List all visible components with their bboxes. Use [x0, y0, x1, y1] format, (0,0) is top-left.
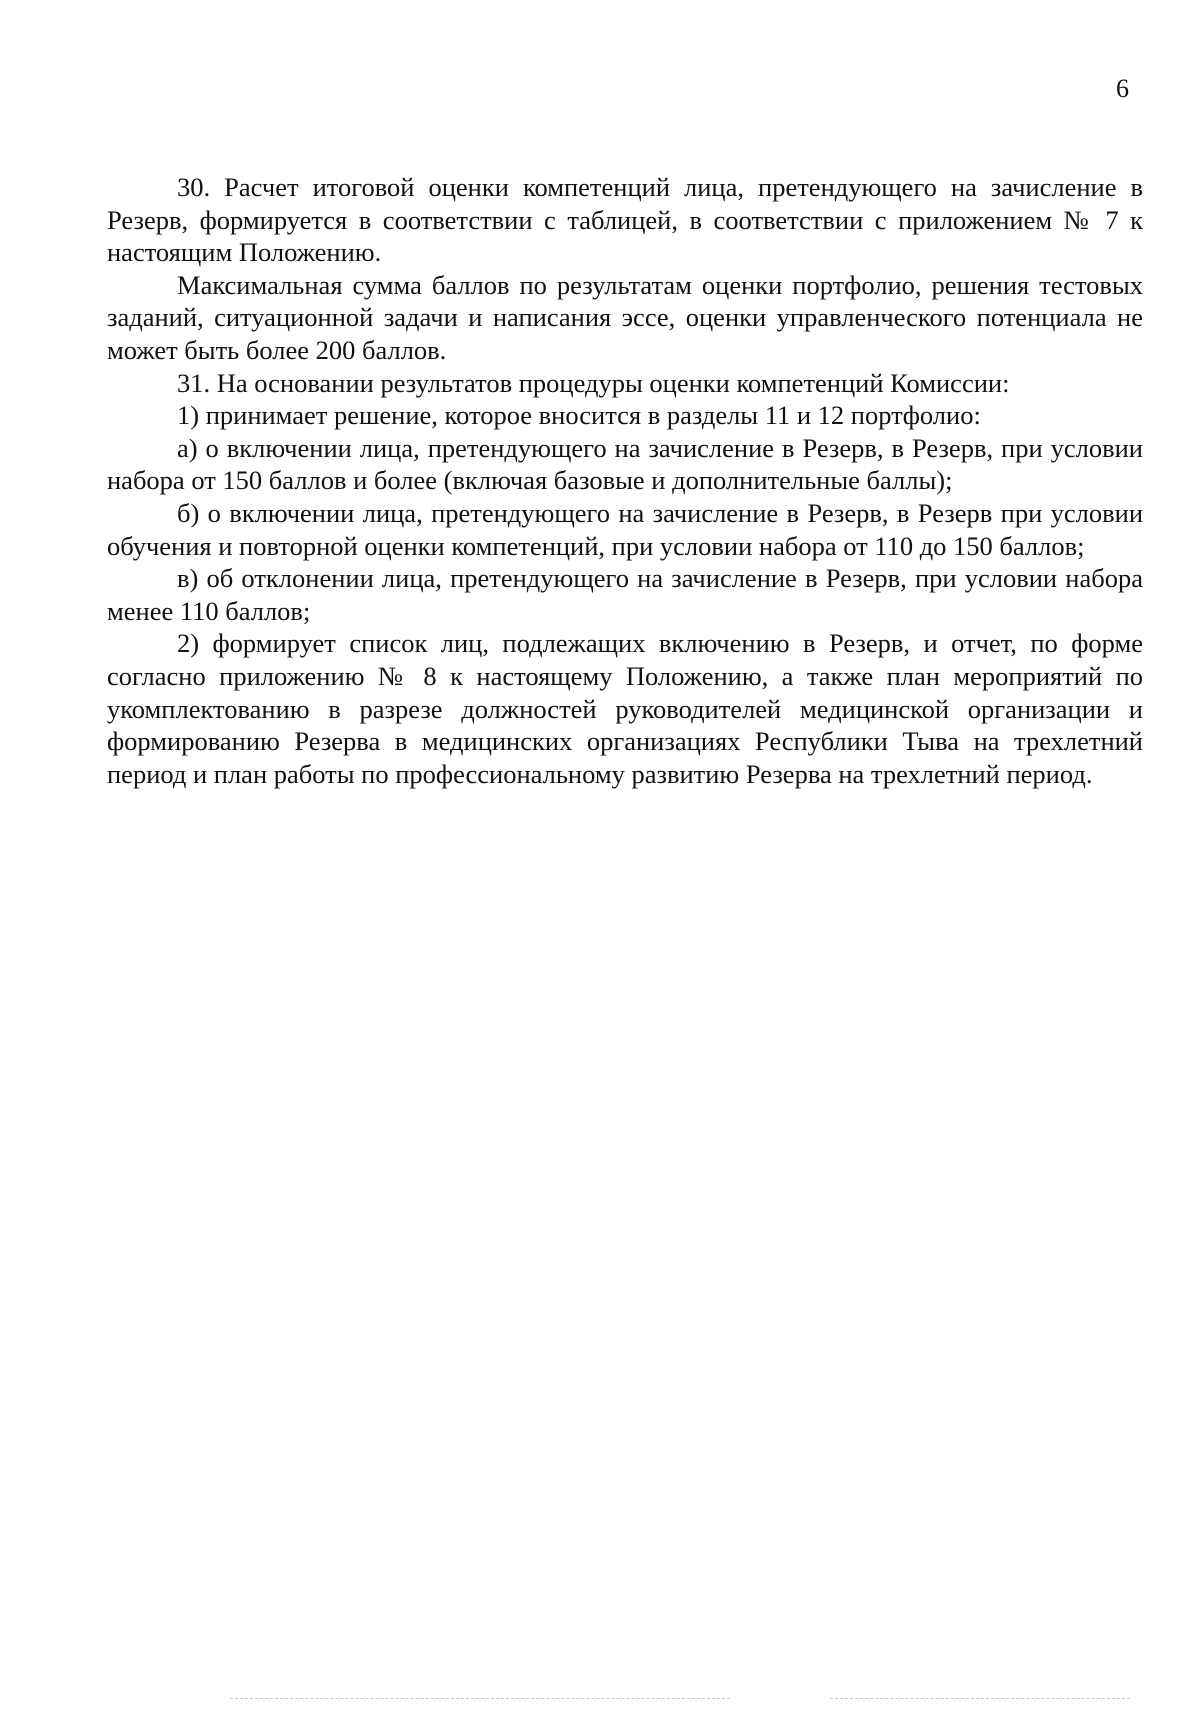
paragraph-31-item-2: 2) формирует список лиц, подлежащих включению в Резерв, и отчет, по форме согласно приложению № 8 к настоящему Положению, а также план мероприятий по укомплектованию в разрезе должностей руководителей медицинской организации и формированию Резерва в медицинских организациях Республики Тыва на трехлетний период и план работы по профессиональному развитию Резерва на трехлетний период. — [107, 628, 1143, 789]
paragraph-31-item-1b: б) о включении лица, претендующего на зачисление в Резерв, в Резерв при условии обучения и повторной оценки компетенций, при условии набора от 110 до 150 баллов; — [107, 497, 1143, 561]
paragraph-30: 30. Расчет итоговой оценки компетенций лица, претендующего на зачисление в Резерв, формируется в соответствии с таблицей, в соответствии с приложением № 7 к настоящим Положению. — [107, 172, 1143, 268]
paragraph-31: 31. На основании результатов процедуры оценки компетенций Комиссии: — [177, 367, 1010, 398]
paragraph-31-item-1a: а) о включении лица, претендующего на зачисление в Резерв, в Резерв, при условии набора от 150 баллов и более (включая базовые и дополнительные баллы); — [107, 432, 1143, 496]
document-body — [107, 171, 1143, 790]
page-number: 6 — [1116, 74, 1129, 103]
scan-edge-artifact — [830, 1698, 1130, 1700]
paragraph-31-item-1v: в) об отклонении лица, претендующего на зачисление в Резерв, при условии набора менее 110 баллов; — [107, 563, 1143, 626]
paragraph-max-score: Максимальная сумма баллов по результатам оценки портфолио, решения тестовых заданий, ситуационной задачи и написания эссе, оценки управленческого потенциала не может быть более 200 баллов. — [107, 269, 1143, 365]
scan-edge-artifact — [230, 1698, 730, 1700]
paragraph-31-item-1: 1) принимает решение, которое вносится в разделы 11 и 12 портфолио: — [177, 400, 981, 431]
